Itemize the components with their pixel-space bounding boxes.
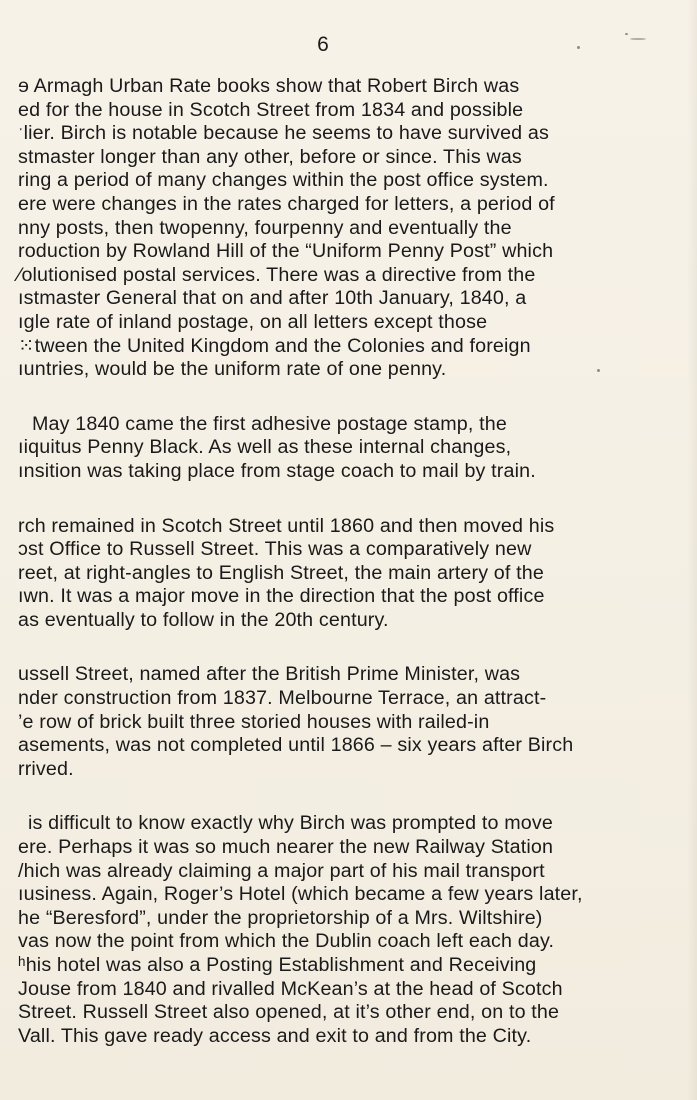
text-line: ıiquitus Penny Black. As well as these internal changes, xyxy=(18,436,512,459)
body-text xyxy=(18,75,688,1079)
text-line: he “Beresford”, under the proprietorship of a Mrs. Wiltshire) xyxy=(18,906,543,929)
text-line: May 1840 came the first adhesive postage stamp, the xyxy=(32,412,507,435)
text-line: nder construction from 1837. Melbourne Terrace, an attract- xyxy=(18,687,547,710)
text-line: ˑlier. Birch is notable because he seems to have survived as xyxy=(18,122,549,145)
text-line: as eventually to follow in the 20th century. xyxy=(18,608,389,631)
text-line: ussell Street, named after the British Prime Minister, was xyxy=(18,663,521,686)
text-line: reet, at right-angles to English Street, the main artery of the xyxy=(18,561,544,584)
text-line: ɔst Office to Russell Street. This was a comparatively new xyxy=(18,538,532,561)
text-line: ıusiness. Again, Roger’s Hotel (which became a few years later, xyxy=(18,883,583,906)
text-line: is difficult to know exactly why Birch was prompted to move xyxy=(28,812,553,835)
text-line: ɘ Armagh Urban Rate books show that Robert Birch was xyxy=(18,75,520,97)
text-line: ed for the house in Scotch Street from 1834 and possible xyxy=(18,98,524,121)
text-line: ıwn. It was a major move in the direction that the post office xyxy=(18,585,545,608)
text-line: ⁙tween the United Kingdom and the Colonies and foreign xyxy=(18,334,531,357)
text-line: roduction by Rowland Hill of the “Uniform Penny Post” which xyxy=(18,240,554,263)
text-line: Street. Russell Street also opened, at it’s other end, on to the xyxy=(18,1001,560,1024)
paragraph-5 xyxy=(18,812,688,1048)
text-line: Jouse from 1840 and rivalled McKean’s at the head of Scotch xyxy=(18,977,563,1000)
text-line: ere were changes in the rates charged for letters, a period of xyxy=(18,192,555,215)
paragraph-3 xyxy=(18,515,688,633)
text-line: ere. Perhaps it was so much nearer the new Railway Station xyxy=(18,836,554,859)
text-line: stmaster longer than any other, before or since. This was xyxy=(18,145,522,168)
text-line: Vall. This gave ready access and exit to and from the City. xyxy=(18,1024,532,1047)
paragraph-1 xyxy=(18,75,688,382)
text-line: asements, was not completed until 1866 – six years after Birch xyxy=(18,734,574,757)
text-line: nny posts, then twopenny, fourpenny and eventually the xyxy=(18,216,512,239)
text-line: ’e row of brick built three storied houses with railed-in xyxy=(18,710,490,733)
text-line: ⁄olutionised postal services. There was a directive from the xyxy=(18,263,536,286)
page-edge-shadow xyxy=(687,0,697,1100)
text-line: ring a period of many changes within the post office system. xyxy=(18,169,549,192)
text-line: vas now the point from which the Dublin coach left each day. xyxy=(18,930,555,953)
text-line: /hich was already claiming a major part of his mail transport xyxy=(18,859,545,882)
text-line: ıstmaster General that on and after 10th January, 1840, a xyxy=(18,287,527,310)
paragraph-2 xyxy=(18,413,688,484)
text-line: ıuntries, would be the uniform rate of one penny. xyxy=(18,358,447,381)
text-line: ıgle rate of inland postage, on all letters except those xyxy=(18,310,488,333)
text-line: rrived. xyxy=(18,757,74,780)
text-line: ʰhis hotel was also a Posting Establishment and Receiving xyxy=(18,954,537,976)
text-line: ınsition was taking place from stage coach to mail by train. xyxy=(18,459,536,482)
paragraph-4 xyxy=(18,663,688,781)
text-line: rch remained in Scotch Street until 1860 and then moved his xyxy=(18,514,555,537)
page-number: 6 xyxy=(317,33,329,56)
